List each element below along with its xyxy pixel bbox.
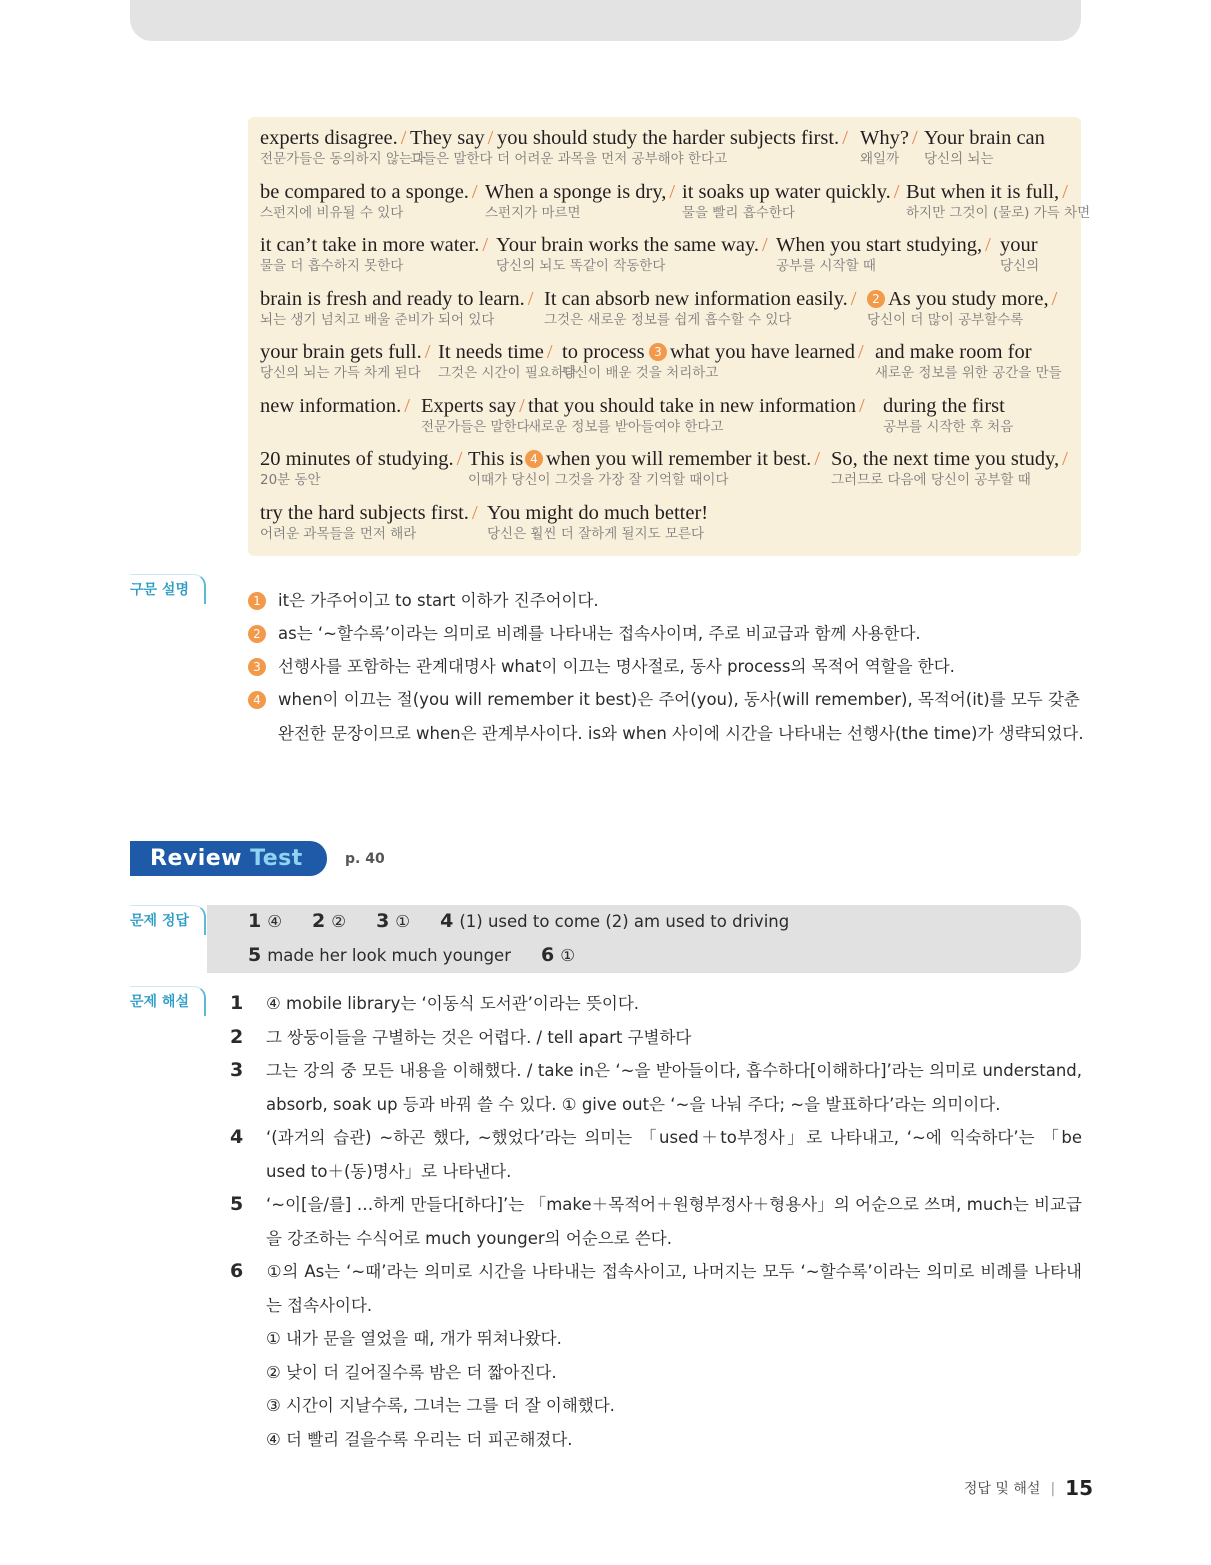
english-chunk: When you start studying, / [776,234,991,256]
answers-label: 문제 정답 [130,905,206,935]
passage-chunk [438,339,577,382]
solution-text: ①의 As는 ‘~때’라는 의미로 시간을 나타내는 접속사이고, 나머지는 모두 ‘~할수록’이라는 의미로 비례를 나타내는 접속사이다. [266,1262,1082,1315]
english-chunk: 4 when you will remember it best. / [525,446,820,472]
english-chunk: 20 minutes of studying. / [260,448,463,470]
explanation-number: 2 [248,625,266,643]
passage-chunk [867,286,1057,329]
answers-line-2 [248,944,575,966]
solution-translation: ① 내가 문을 열었을 때, 개가 뛰쳐나왔다. [266,1329,562,1348]
chunk-divider: / [814,448,821,470]
explanation-text: it은 가주어이고 to start 이하가 진주어이다. [278,591,599,610]
solution-text: ‘~이[을/를] …하게 만들다[하다]’는 「make＋목적어＋원형부정사＋형용사」의 어순으로 쓰며, much는 비교급을 강조하는 수식어로 much younger의 어순으로 쓴다. [266,1195,1082,1248]
korean-gloss: 이때가 당신이 그것을 가장 잘 기억할 때이다 [468,472,729,488]
solution-translation: ② 낮이 더 길어질수록 밤은 더 짧아진다. [266,1362,557,1382]
chunk-divider: / [546,341,553,363]
answer-value: ① [395,912,411,931]
passage-line [260,125,1081,179]
english-chunk: This is [468,448,524,470]
passage-chunk [260,179,478,222]
solutions-label: 문제 해설 [130,986,206,1016]
solutions [230,987,1082,1456]
english-chunk: 3 what you have learned / [649,339,864,365]
solution-translation: ④ 더 빨리 걸을수록 우리는 더 피곤해졌다. [266,1429,573,1449]
chunk-divider: / [858,341,864,363]
explanation-number: 4 [248,691,266,709]
solution-number: 6 [230,1260,244,1282]
chunk-divider: / [471,180,478,203]
english-chunk: It needs time / [438,341,553,363]
korean-gloss: 물을 빨리 흡수한다 [682,204,795,221]
answer-value: made her look much younger [267,946,511,965]
chunk-divider: / [1051,287,1058,310]
answer-value: (1) used to come (2) am used to driving [459,912,790,931]
answer-number: 6 [541,944,555,966]
chunk-divider: / [424,341,431,363]
chunk-divider: / [669,180,676,203]
top-header-band [130,0,1081,41]
english-chunk: that you should take in new information / [528,394,865,417]
solution-number: 2 [230,1025,244,1048]
passage-chunk [1000,232,1039,275]
english-chunk: But when it is full, / [906,180,1068,203]
english-chunk: try the hard subjects first. / [260,501,478,524]
korean-gloss: 뇌는 생기 넘치고 배울 준비가 되어 있다 [260,311,495,328]
korean-gloss: 스펀지에 비유될 수 있다 [260,204,404,221]
solution-number: 4 [230,1126,244,1148]
passage-chunk [421,393,530,436]
korean-gloss: 그러므로 다음에 당신이 공부할 때 [831,472,1031,488]
korean-gloss: 어려운 과목들을 먼저 해라 [260,525,417,542]
answer-number: 5 [248,944,262,966]
english-chunk: 2 As you study more, / [867,286,1057,312]
answers-line-1 [248,910,789,932]
explanation-item [248,587,599,611]
english-chunk: It can absorb new information easily. / [544,287,857,310]
korean-gloss: 그것은 시간이 필요하다 [438,365,577,381]
passage-chunk [682,179,899,222]
explanation-text: when이 이끄는 절(you will remember it best)은 주어(you), 동사(will remember), 목적어(it)를 모두 갖춘 [278,690,1080,709]
english-chunk: experts disagree. / [260,127,407,149]
english-chunk: your [1000,234,1038,256]
korean-gloss: 새로운 정보를 위한 공간을 만들 [875,365,1062,381]
passage-chunk [649,339,864,365]
english-chunk: you should study the harder subjects first. / [497,127,848,149]
explanation-text: 선행사를 포함하는 관계대명사 what이 이끄는 명사절로, 동사 process의 목적어 역할을 한다. [278,657,955,676]
english-chunk: it soaks up water quickly. / [682,180,900,203]
passage-chunk [260,232,488,275]
explanation-text-continued: 완전한 문장이므로 when은 관계부사이다. is와 when 사이에 시간을 나타내는 선행사(the time)가 생략되었다. [278,724,1084,743]
english-chunk: Experts say / [421,394,525,417]
passage-line [260,500,1081,554]
passage-chunk [260,339,430,382]
korean-gloss: 당신이 더 많이 공부할수록 [867,311,1024,328]
answer-value: ② [331,912,347,931]
chunk-divider: / [404,394,410,417]
passage-line [260,446,1081,500]
english-chunk: it can’t take in more water. / [260,234,489,256]
solution-item [230,1255,1082,1322]
chunk-divider: / [762,234,768,256]
korean-gloss: 전문가들은 동의하지 않는다 [260,151,426,167]
explanation-text: as는 ‘~할수록’이라는 의미로 비례를 나타내는 접속사이며, 주로 비교급과 함께 사용한다. [278,624,921,643]
passage-box [248,117,1091,556]
english-chunk: to process [562,341,645,363]
chunk-divider: / [487,127,494,149]
korean-gloss: 당신의 뇌도 똑같이 작동한다 [496,258,666,274]
passage-line [260,179,1091,233]
korean-gloss: 당신은 훨씬 더 잘하게 될지도 모른다 [487,525,705,542]
solution-number: 5 [230,1193,244,1215]
note-number-badge: 2 [867,290,885,308]
korean-gloss: 당신의 [1000,258,1040,274]
korean-gloss: 그들은 말한다 [410,151,493,167]
chunk-divider: / [850,287,857,310]
korean-gloss: 그것은 새로운 정보를 쉽게 흡수할 수 있다 [544,311,792,328]
solution-text: 그는 강의 중 모든 내용을 이해했다. / take in은 ‘~을 받아들이다, 흡수하다[이해하다]’라는 의미로 understand, absorb, soak up 등과 바꿔 쓸 수 있다. ① give out은 ‘~을 나눠 주다; ~을 발표하다’라는 의미이다. [266,1061,1082,1114]
korean-gloss: 왜일까 [860,151,900,167]
english-chunk: They say / [410,127,494,149]
note-number-badge: 3 [649,343,667,361]
passage-chunk [875,339,1062,382]
answer-number: 3 [376,910,390,932]
english-chunk: When a sponge is dry, / [485,180,676,203]
chunk-divider: / [482,234,489,256]
passage-chunk [260,286,533,329]
solution-text: 그 쌍둥이들을 구별하는 것은 어렵다. / tell apart 구별하다 [266,1027,692,1047]
passage-chunk [497,125,848,168]
passage-chunk [487,500,708,543]
answer-number: 1 [248,910,262,932]
passage-chunk [496,232,768,275]
korean-gloss: 당신의 뇌는 가득 차게 된다 [260,365,421,381]
chunk-divider: / [1062,448,1068,470]
korean-gloss: 당신의 뇌는 [924,151,994,167]
korean-gloss: 공부를 시작할 때 [776,258,876,274]
english-chunk: be compared to a sponge. / [260,180,478,203]
korean-gloss: 공부를 시작한 후 처음 [883,418,1014,435]
passage-line [260,339,1081,393]
passage-chunk [525,446,820,472]
solution-number: 1 [230,992,244,1014]
solution-item [230,1054,1082,1121]
english-chunk: brain is fresh and ready to learn. / [260,287,534,310]
note-number-badge: 4 [525,450,543,468]
answer-value: ① [560,946,576,965]
english-chunk: and make room for [875,341,1032,363]
english-chunk: new information. / [260,394,410,417]
explanation-item [248,686,1084,744]
passage-chunk [528,393,865,436]
solution-item [230,1121,1082,1188]
english-chunk: Your brain can [924,127,1045,149]
passage-chunk [544,286,857,329]
passage-chunk [260,500,478,543]
solution-number: 3 [230,1059,244,1081]
korean-gloss: 물을 더 흡수하지 못한다 [260,258,404,274]
passage-chunk [883,393,1013,436]
page-footer [964,1476,1093,1500]
passage-line [260,286,1081,340]
footer-separator: | [1050,1481,1056,1497]
passage-chunk [260,125,425,168]
passage-chunk [260,393,410,419]
solution-item [230,1188,1082,1255]
korean-gloss: 당신이 배운 것을 처리하고 [562,365,719,381]
explanation-number: 1 [248,592,266,610]
english-chunk: during the first [883,394,1005,417]
chunk-divider: / [842,127,848,149]
chunk-divider: / [911,127,918,149]
review-title: Review [150,846,242,871]
korean-gloss: 새로운 정보를 받아들여야 한다고 [528,418,724,435]
korean-gloss: 하지만 그것이 (물로) 가득 차면 [906,204,1091,221]
solution-item [230,987,1082,1021]
passage-chunk [860,125,918,168]
solution-translation: ③ 시간이 지날수록, 그녀는 그를 더 잘 이해했다. [266,1396,615,1415]
chunk-divider: / [858,394,865,417]
solution-item [230,1021,1082,1055]
answer-value: ④ [267,912,283,931]
review-test-tab [130,841,327,876]
korean-gloss: 스펀지가 마르면 [485,204,581,221]
passage-line [260,393,1081,447]
explanation-item [248,620,921,644]
solution-text: ‘(과거의 습관) ~하곤 했다, ~했었다’라는 의미는 「used＋to부정사」로 나타내고, ‘~에 익숙하다’는 「be used to＋(동)명사」로 나타낸다. [266,1128,1082,1181]
answer-number: 2 [312,910,326,932]
english-chunk: You might do much better! [487,501,709,524]
english-chunk: So, the next time you study, / [831,448,1068,470]
chunk-divider: / [985,234,991,256]
page-reference: p. 40 [345,851,385,867]
english-chunk: Your brain works the same way. / [496,234,768,256]
passage-chunk [906,179,1090,222]
explanation-number: 3 [248,658,266,676]
korean-gloss: 20분 동안 [260,472,321,488]
chunk-divider: / [527,287,534,310]
chunk-divider: / [1062,180,1068,203]
korean-gloss: 전문가들은 말한다 [421,418,530,435]
explanation-item [248,653,955,677]
english-chunk: your brain gets full. / [260,341,431,363]
korean-gloss: 더 어려운 과목을 먼저 공부해야 한다고 [497,151,728,167]
chunk-divider: / [519,394,525,417]
page-number: 15 [1065,1476,1093,1500]
chunk-divider: / [471,501,478,524]
chunk-divider: / [893,180,900,203]
test-title: Test [250,846,303,871]
passage-chunk [410,125,493,168]
passage-chunk [260,446,462,489]
syntax-explanation-label: 구문 설명 [130,574,206,604]
passage-chunk [831,446,1068,489]
passage-chunk [485,179,675,222]
english-chunk: Why? / [860,127,918,149]
passage-chunk [924,125,1045,168]
chunk-divider: / [400,127,407,149]
answer-number: 4 [440,910,454,932]
footer-section: 정답 및 해설 [963,1481,1041,1497]
chunk-divider: / [456,448,463,470]
solution-text: ④ mobile library는 ‘이동식 도서관’이라는 뜻이다. [266,994,640,1013]
passage-chunk [776,232,991,275]
passage-line [260,232,1081,286]
